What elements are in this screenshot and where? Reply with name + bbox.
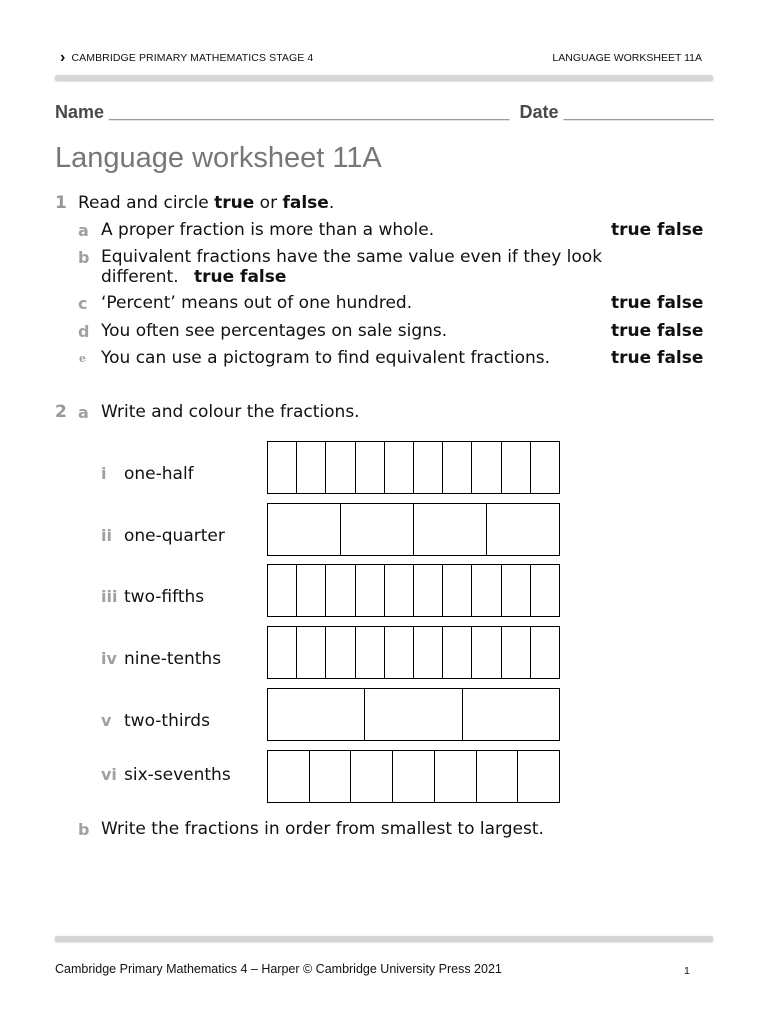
instruction-mid: or [254,193,283,213]
item-letter: d [78,322,90,341]
fraction-strip-nine-tenths[interactable] [267,626,560,679]
item-letter: b [78,248,90,267]
statement-text-continued: different. [101,267,179,287]
fraction-cell[interactable] [385,565,414,616]
fraction-cell[interactable] [356,565,385,616]
fraction-cell[interactable] [326,627,355,678]
header-divider [55,75,713,80]
question-1-number: 1 [55,193,67,213]
fraction-cell[interactable] [326,565,355,616]
item-letter: c [78,294,88,313]
fraction-cell[interactable] [268,689,365,740]
fraction-label: nine-tenths [124,649,222,669]
fraction-cell[interactable] [297,627,326,678]
statement-text: A proper fraction is more than a whole. [101,220,435,240]
fraction-cell[interactable] [502,565,531,616]
fraction-strip-one-quarter[interactable] [267,503,560,556]
fraction-cell[interactable] [502,442,531,493]
fraction-strip-six-sevenths[interactable] [267,750,560,803]
fraction-cell[interactable] [502,627,531,678]
statement-text: You often see percentages on sale signs. [101,321,448,341]
fraction-numeral: iv [101,649,117,668]
fraction-cell[interactable] [443,627,472,678]
fraction-numeral: iii [101,587,118,606]
fraction-label: two-fifths [124,587,205,607]
true-false-choice[interactable]: true false [611,220,704,240]
fraction-cell[interactable] [518,751,559,802]
question-1-instruction [78,193,334,213]
part-b-instruction: Write the fractions in order from smallest to largest. [101,819,544,839]
fraction-cell[interactable] [414,504,487,555]
page-number: 1 [684,965,690,977]
fraction-cell[interactable] [351,751,393,802]
fraction-cell[interactable] [531,565,559,616]
fraction-cell[interactable] [356,442,385,493]
fraction-cell[interactable] [487,504,559,555]
fraction-cell[interactable] [472,565,501,616]
fraction-cell[interactable] [297,442,326,493]
fraction-cell[interactable] [443,442,472,493]
page-title: Language worksheet 11A [55,142,382,174]
fraction-cell[interactable] [365,689,462,740]
fraction-cell[interactable] [341,504,414,555]
fraction-cell[interactable] [414,442,443,493]
fraction-cell[interactable] [531,627,559,678]
item-letter: e [79,352,86,365]
chevron-right-icon: › [60,49,66,66]
fraction-cell[interactable] [414,565,443,616]
fraction-cell[interactable] [268,442,297,493]
fraction-cell[interactable] [268,504,341,555]
instruction-pre: Read and circle [78,193,215,213]
true-false-choice[interactable]: true false [611,348,704,368]
fraction-cell[interactable] [310,751,352,802]
name-date-line: Name ________________________________________ Date _______________ [55,102,714,122]
fraction-numeral: i [101,464,107,483]
question-2-number: 2 [55,402,67,422]
fraction-cell[interactable] [414,627,443,678]
fraction-cell[interactable] [393,751,435,802]
part-a-letter: a [78,403,89,422]
true-false-choice[interactable]: true false [611,321,704,341]
part-b-letter: b [78,820,90,839]
statement-text: ‘Percent’ means out of one hundred. [101,293,413,313]
fraction-cell[interactable] [385,442,414,493]
footer-divider [55,936,713,941]
fraction-strip-one-half[interactable] [267,441,560,494]
fraction-cell[interactable] [531,442,559,493]
fraction-numeral: ii [101,526,112,545]
running-header-left [60,50,313,66]
true-false-choice[interactable]: true false [611,293,704,313]
fraction-numeral: v [101,711,112,730]
fraction-strip-two-thirds[interactable] [267,688,560,741]
fraction-cell[interactable] [268,751,310,802]
fraction-cell[interactable] [472,442,501,493]
item-letter: a [78,221,89,240]
true-false-choice[interactable]: true false [194,267,287,287]
instruction-false: false [282,193,329,213]
fraction-label: two-thirds [124,711,210,731]
fraction-cell[interactable] [268,627,297,678]
instruction-end: . [328,193,335,213]
part-a-instruction: Write and colour the fractions. [101,402,360,422]
fraction-cell[interactable] [297,565,326,616]
fraction-numeral: vi [101,765,117,784]
fraction-cell[interactable] [435,751,477,802]
header-worksheet-id: LANGUAGE WORKSHEET 11A [552,52,702,64]
fraction-cell[interactable] [463,689,559,740]
fraction-cell[interactable] [443,565,472,616]
fraction-strip-two-fifths[interactable] [267,564,560,617]
fraction-cell[interactable] [326,442,355,493]
footer-copyright: Cambridge Primary Mathematics 4 – Harper © Cambridge University Press 2021 [55,962,502,976]
fraction-cell[interactable] [356,627,385,678]
fraction-cell[interactable] [268,565,297,616]
fraction-cell[interactable] [477,751,519,802]
fraction-label: one-half [124,464,194,484]
fraction-cell[interactable] [385,627,414,678]
fraction-label: six-sevenths [124,765,231,785]
header-series-title: CAMBRIDGE PRIMARY MATHEMATICS STAGE 4 [71,52,314,64]
statement-text: You can use a pictogram to find equivalent fractions. [101,348,551,368]
instruction-true: true [214,193,255,213]
fraction-cell[interactable] [472,627,501,678]
statement-text: Equivalent fractions have the same value even if they look [101,247,603,267]
fraction-label: one-quarter [124,526,225,546]
